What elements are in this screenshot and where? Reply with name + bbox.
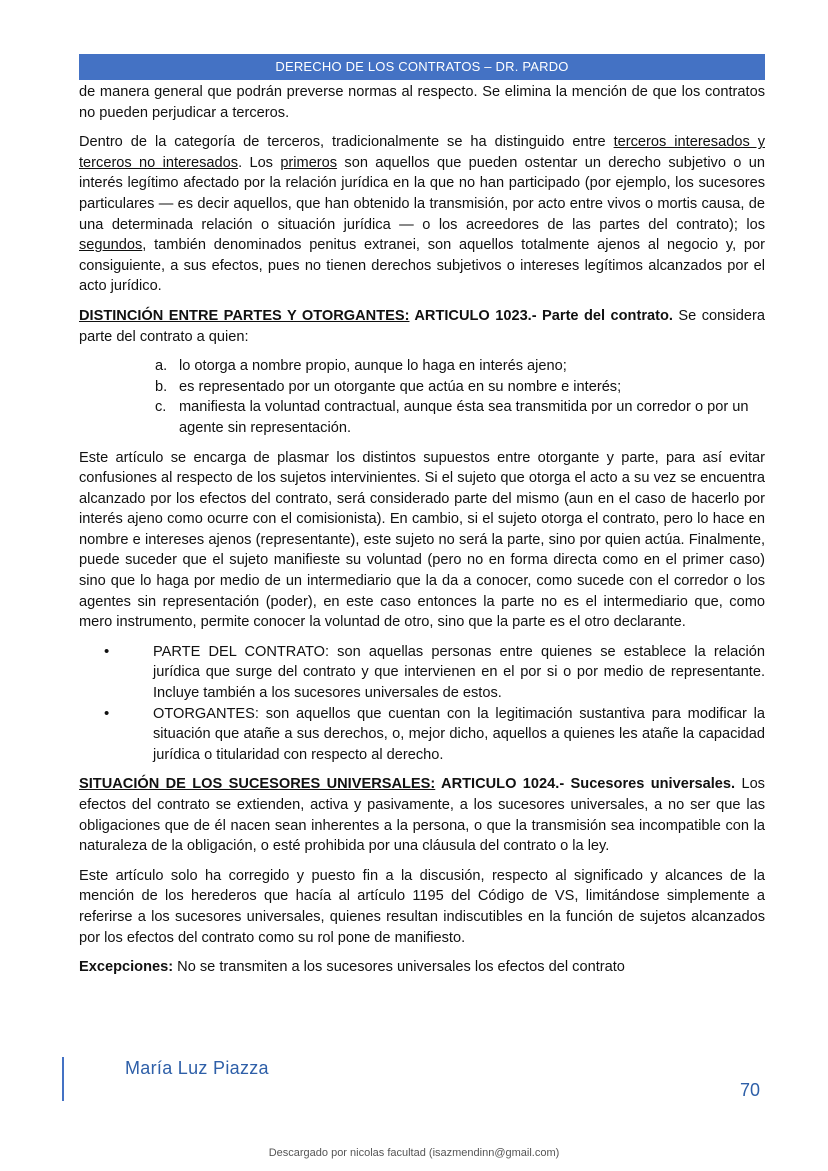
article-1023-list	[79, 356, 765, 438]
excepciones-label: Excepciones:	[79, 959, 174, 976]
text-run: Dentro de la categoría de terceros, tradicionalmente se ha distinguido entre	[79, 134, 614, 151]
article-title-1024: ARTICULO 1024.- Sucesores universales.	[435, 776, 736, 793]
list-marker: c.	[155, 399, 167, 416]
underlined-term-terceros: terceros interesados y terceros no interesados	[79, 134, 765, 171]
page-body	[79, 82, 765, 987]
text-run: Se considera parte del contrato a quien:	[79, 307, 765, 345]
article-title-1023: ARTICULO 1023.- Parte del contrato.	[409, 307, 673, 324]
bullet-item	[79, 642, 765, 704]
text-run: Los efectos del contrato se extienden, activa y pasivamente, a los sucesores universales, a no ser que las obligaciones que de él nacen sean inherentes a la persona, o que la transmisión sea incompatible con la naturaleza de la obligación, o esté prohibida por una cláusula del contrato o la ley.	[79, 776, 765, 855]
bullet-icon: •	[104, 704, 110, 722]
section-heading-partes-otorgantes: DISTINCIÓN ENTRE PARTES Y OTORGANTES:	[79, 307, 410, 324]
section-heading-sucesores: SITUACIÓN DE LOS SUCESORES UNIVERSALES:	[79, 776, 436, 793]
list-marker: b.	[155, 378, 168, 395]
list-item	[155, 356, 765, 377]
paragraph-art-1024	[79, 774, 765, 856]
text-run: . Los	[238, 154, 281, 171]
paragraph-continuation: de manera general que podrán preverse normas al respecto. Se elimina la mención de que los contratos no pueden perjudicar a terceros.	[79, 84, 765, 121]
footer-author: María Luz Piazza	[125, 1058, 269, 1078]
list-marker: a.	[155, 358, 168, 375]
list-item-text: manifiesta la voluntad contractual, aunque ésta sea transmitida por un corredor o por un agente sin representación.	[179, 399, 749, 436]
list-item	[155, 377, 765, 398]
page-number: 70	[740, 1080, 761, 1100]
underlined-term-segundos: segundos	[79, 237, 143, 254]
bullet-item	[79, 704, 765, 766]
text-run: No se transmiten a los sucesores universales los efectos del contrato	[173, 959, 625, 976]
paragraph-art-1023	[79, 306, 765, 347]
running-header: DERECHO DE LOS CONTRATOS – DR. PARDO	[79, 54, 765, 80]
bullet-icon: •	[104, 642, 110, 660]
definitions-bullet-list	[79, 642, 765, 766]
footer-divider	[62, 1057, 64, 1101]
list-item-text: es representado por un otorgante que actúa en su nombre e interés;	[179, 378, 622, 395]
paragraph-excepciones	[79, 957, 765, 978]
paragraph-terceros	[79, 132, 765, 297]
list-item-text: lo otorga a nombre propio, aunque lo haga en interés ajeno;	[179, 358, 567, 375]
bullet-item-text: OTORGANTES: son aquellos que cuentan con la legitimación sustantiva para modificar la situación que atañe a sus derechos, o, mejor dicho, aquellos a quienes les atañe la capacidad jurídica o titularidad con respecto al derecho.	[153, 705, 765, 763]
text-run: son aquellos que pueden ostentar un derecho subjetivo o un interés legítimo afectado por la relación jurídica en la que no han participado (por ejemplo, los sucesores particulares — es decir aquellos, que han obtenido la transmisión, por acto entre vivos o mortis causa, de una determinada relación o situación jurídica — o los acreedores de las partes del contrato); los	[79, 154, 765, 233]
bullet-item-text: PARTE DEL CONTRATO: son aquellas personas entre quienes se establece la relación jurídica que surge del contrato y que intervienen en el por si o por medio de representante. Incluye también a los sucesores universales de estos.	[153, 643, 765, 702]
underlined-term-primeros: primeros	[280, 154, 338, 171]
download-notice: Descargado por nicolas facultad (isazmendinn@gmail.com)	[268, 1147, 560, 1159]
list-item	[155, 397, 765, 438]
text-run: , también denominados penitus extranei, son aquellos totalmente ajenos al negocio y, por consiguiente, a sus efectos, pues no tienen derechos subjetivos o intereses legítimos alcanzados por el acto jurídico.	[79, 237, 765, 295]
paragraph-commentary-1024: Este artículo solo ha corregido y puesto fin a la discusión, respecto al significado y alcances de la mención de los herederos que hacía al artículo 1195 del Código de VS, limitándose simplemente a referirse a los sucesores universales, quienes resultan indiscutibles en la función de sujetos alcanzados por los efectos del contrato como su rol pone de manifiesto.	[79, 867, 765, 946]
paragraph-commentary-1023: Este artículo se encarga de plasmar los distintos supuestos entre otorgante y parte, para así evitar confusiones al respecto de los sujetos intervinientes. Si el sujeto que otorga el acto a su vez se encuentra alcanzado por los efectos del contrato, será considerado parte del mismo (aun en el caso de hacerlo por interés ajeno como ocurre con el comisionista). En cambio, si el sujeto otorga el contrato, pero lo hace en nombre e intereses ajenos (representante), este sujeto no será la parte, sino por quien actúa. Finalmente, puede suceder que el sujeto manifieste su voluntad (pero no en forma directa como en el primer caso) sino que lo haga por medio de un intermediario que la da a conocer, como sucede con el corredor o los agentes sin representación (poder), en este caso entonces la parte no es el intermediario que, como mero instrumento, permite conocer la voluntad de otro, sino que la parte es el otro declarante.	[79, 449, 765, 631]
